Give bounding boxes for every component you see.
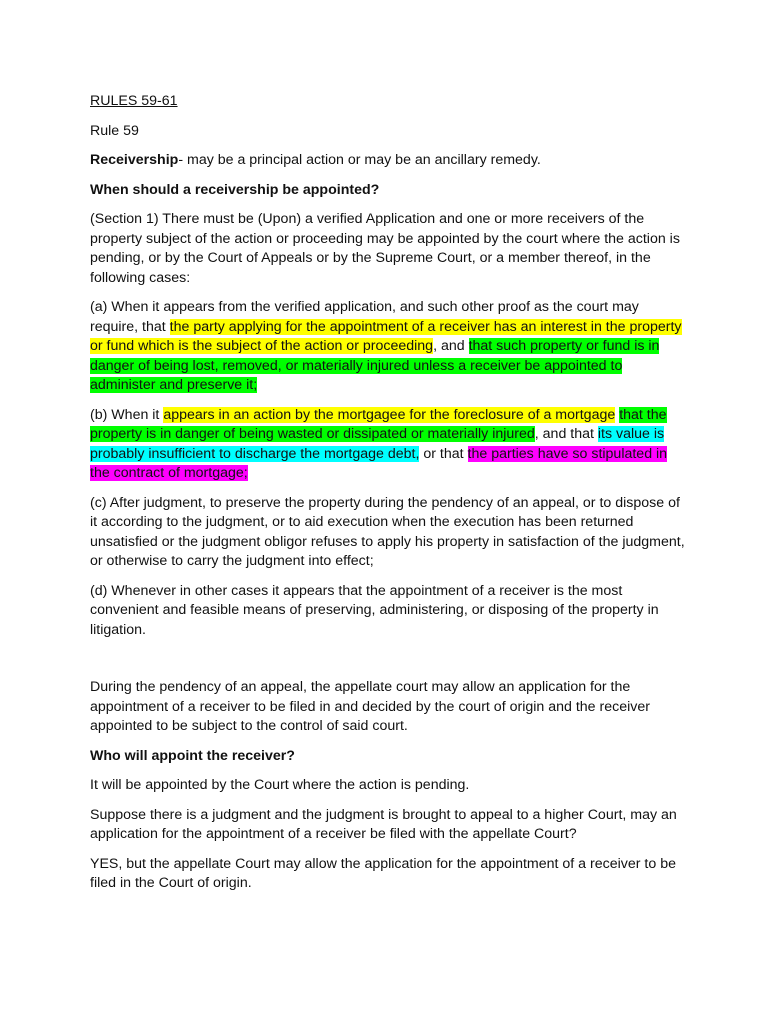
- case-b-paragraph: [90, 406, 690, 484]
- case-a-paragraph: [90, 298, 690, 396]
- answer-who-appoints: It will be appointed by the Court where the action is pending.: [90, 777, 470, 793]
- case-a-text-2: , and: [433, 338, 469, 354]
- question-when-appointed: When should a receivership be appointed?: [90, 181, 380, 198]
- case-c-paragraph: (c) After judgment, to preserve the property during the pendency of an appeal, or to dispose of it according to the judgment, or to aid execution when the execution has been returned unsatisfied or the judgment obligor refuses to apply his property in satisfaction of the judgment, or otherwise to carry the judgment into effect;: [90, 494, 685, 569]
- case-a-highlight-yellow: the party applying for the appointment of a receiver has an interest in the property or fund which is the subject of the action or proceeding: [90, 318, 682, 354]
- case-b-highlight-yellow: appears in an action by the mortgagee for the foreclosure of a mortgage: [163, 406, 616, 423]
- receivership-term: Receivership: [90, 152, 179, 168]
- case-b-highlight-magenta: the parties have so stipulated in the contract of mortgage;: [90, 445, 668, 481]
- case-a-text-1: (a) When it appears from the verified application, and such other proof as the court may require, that: [90, 299, 639, 335]
- question-who-appoints: Who will appoint the receiver?: [90, 747, 295, 764]
- case-b-text-3: , and that: [534, 426, 598, 442]
- answer-appellate-court: YES, but the appellate Court may allow the application for the appointment of a receiver to be filed in the Court of origin.: [90, 855, 676, 891]
- case-b-highlight-cyan: its value is probably insufficient to discharge the mortgage debt,: [90, 426, 665, 462]
- appeal-paragraph: During the pendency of an appeal, the appellate court may allow an application for the appointment of a receiver to be filed in and decided by the court of origin and the receiver appointed to be subject to the control of said court.: [90, 679, 650, 734]
- case-d-paragraph: (d) Whenever in other cases it appears that the appointment of a receiver is the most convenient and feasible means of preserving, administering, or disposing of the property in litigation.: [90, 582, 659, 638]
- rule-heading: Rule 59: [90, 122, 139, 139]
- receivership-definition: [90, 151, 690, 171]
- case-b-text-4: or that: [419, 445, 468, 462]
- case-a-highlight-green: that such property or fund is in danger of being lost, removed, or materially injured unless a receiver be appointed to administer and preserve it;: [90, 338, 660, 393]
- receivership-definition-text: - may be a principal action or may be an ancillary remedy.: [178, 152, 541, 168]
- section-1-paragraph: (Section 1) There must be (Upon) a verified Application and one or more receivers of the property subject of the action or proceeding may be appointed by the court where the action is pending, or by the Court of Appeals or by the Supreme Court, or a member thereof, in the following cases:: [90, 211, 680, 286]
- document-page: [90, 92, 690, 904]
- case-b-text-1: (b) When it: [90, 406, 164, 423]
- question-appellate-court: Suppose there is a judgment and the judgment is brought to appeal to a higher Court, may an application for the appointment of a receiver be filed with the appellate Court?: [90, 806, 677, 842]
- case-b-highlight-green: that the property is in danger of being wasted or dissipated or materially injured: [90, 406, 667, 442]
- document-title: RULES 59-61: [90, 93, 178, 109]
